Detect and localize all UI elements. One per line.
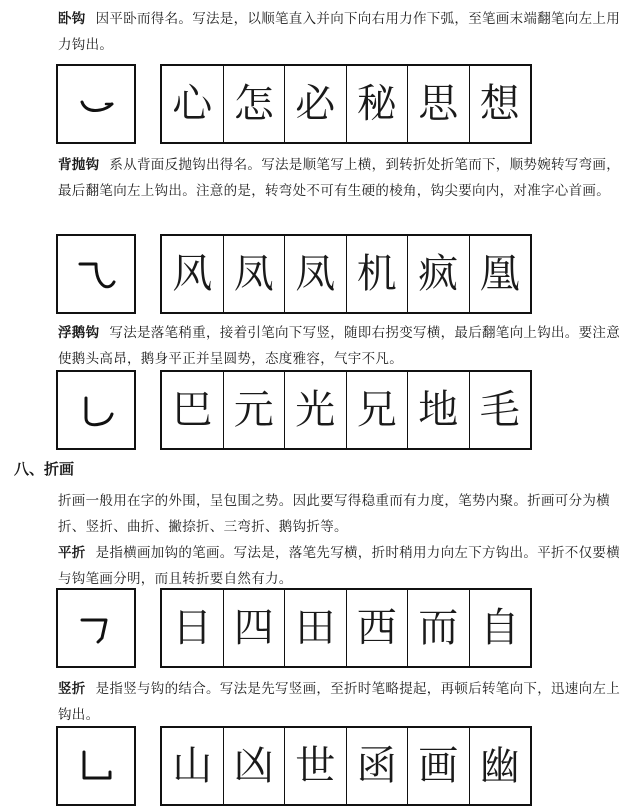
example-char: 画 [408,728,470,804]
example-row-fuegou [0,370,640,450]
example-char: 怎 [224,66,286,142]
section-fuegou-text [58,320,622,372]
char-strip [160,588,532,668]
example-char: 想 [479,81,520,127]
section-pingzhe-text [58,540,622,592]
example-char: 思 [408,66,470,142]
stroke-box [56,234,136,314]
term-description: 系从背面反抛钩出得名。写法是顺笔写上横，到转折处折笔而下，顺势婉转写弯画，最后翻笔向左上钩出。注意的是，转弯处不可有生硬的棱角，钩尖要向内，对准字心首画。 [58,157,621,199]
stroke-box [56,726,136,806]
example-char: 兄 [347,372,409,448]
example-char: 而 [408,590,470,666]
example-char: 山 [162,728,224,804]
example-char: 必 [285,66,347,142]
stroke-box [56,64,136,144]
example-char: 巴 [162,372,224,448]
section-shuzhe-text [58,676,622,728]
example-char: 风 [162,236,224,312]
term-label: 竖折 [58,681,86,697]
example-char: 幽 [479,743,520,789]
shuzhe-stroke-icon [66,736,126,796]
example-char: 凰 [479,251,520,297]
section-intro-text: 折画一般用在字的外围，呈包围之势。因此要写得稳重而有力度，笔势内聚。折画可分为横折、竖折、曲折、撇捺折、三弯折、鹅钩折等。 [58,493,610,535]
section-heading: 八、折画 [14,460,75,478]
example-char: 世 [285,728,347,804]
term-description: 是指横画加钩的笔画。写法是，落笔先写横，折时稍用力向左下方钩出。平折不仅要横与钩笔画分明，而且转折要自然有力。 [58,545,621,587]
term-label: 浮鹅钩 [58,325,100,341]
example-char: 田 [285,590,347,666]
example-row-pingzhe [0,588,640,668]
stroke-box [56,588,136,668]
section-beipaogou-text [58,152,622,204]
wogou-stroke-icon [66,74,126,134]
char-strip [160,64,532,144]
example-char: 毛 [479,387,520,433]
section-wogou-text [58,6,622,58]
example-char: 凤 [224,236,286,312]
pingzhe-stroke-icon [66,598,126,658]
example-char: 机 [347,236,409,312]
example-char: 凤 [285,236,347,312]
beipaogou-stroke-icon [66,244,126,304]
example-char: 光 [285,372,347,448]
stroke-box [56,370,136,450]
char-strip [160,234,532,314]
term-label: 卧钩 [58,11,86,27]
example-char: 四 [224,590,286,666]
example-char: 凶 [224,728,286,804]
example-char: 函 [347,728,409,804]
example-row-beipaogou [0,234,640,314]
example-row-wogou [0,64,640,144]
term-description: 写法是落笔稍重，接着引笔向下写竖，随即右拐变写横，最后翻笔向上钩出。要注意使鹅头高昂，鹅身平正并呈圆势，态度雅容，气宇不凡。 [58,325,621,367]
fuegou-stroke-icon [66,380,126,440]
example-row-shuzhe [0,726,640,806]
example-char: 日 [162,590,224,666]
example-char: 地 [408,372,470,448]
example-char: 秘 [347,66,409,142]
term-label: 背抛钩 [58,157,100,173]
example-char: 心 [162,66,224,142]
char-strip [160,370,532,450]
term-label: 平折 [58,545,86,561]
term-description: 因平卧而得名。写法是，以顺笔直入并向下向右用力作下弧，至笔画末端翻笔向左上用力钩出。 [58,11,621,53]
example-char: 西 [347,590,409,666]
char-strip [160,726,532,806]
term-description: 是指竖与钩的结合。写法是先写竖画，至折时笔略提起，再顿后转笔向下，迅速向左上钩出。 [58,681,621,723]
example-char: 自 [479,605,520,651]
example-char: 元 [224,372,286,448]
example-char: 疯 [408,236,470,312]
